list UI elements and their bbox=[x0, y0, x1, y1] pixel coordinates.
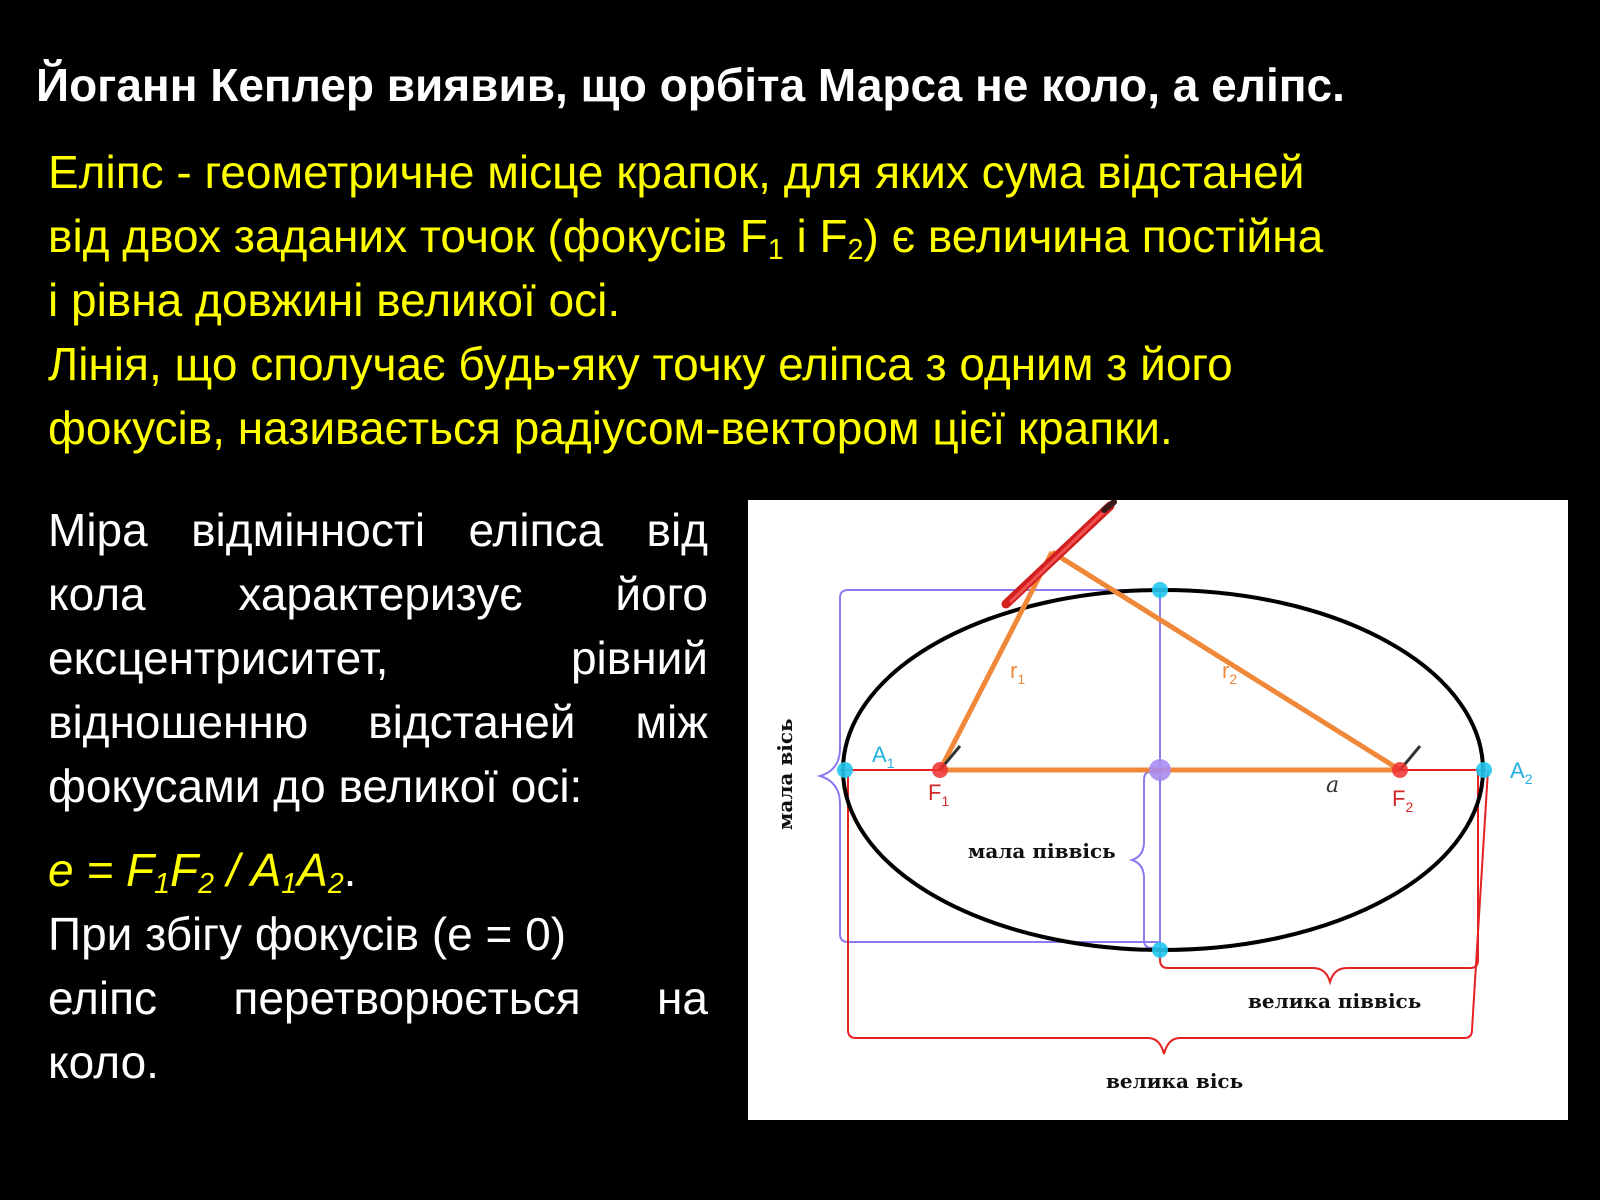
slide-title: Йоганн Кеплер виявив, що орбіта Марса не коло, а еліпс. bbox=[36, 59, 1345, 111]
conclusion-line-1: При збігу фокусів (е = 0) bbox=[48, 908, 567, 960]
eccentricity-line-4: відношенню відстаней між bbox=[48, 696, 708, 748]
label-a1: $A_1$ bbox=[872, 742, 895, 771]
definition-line-1: Еліпс - геометричне місце крапок, для яких сума відстаней bbox=[48, 146, 1305, 198]
ellipse-diagram bbox=[748, 500, 1568, 1120]
label-semimajor-a: a bbox=[1326, 773, 1340, 798]
conclusion-line-3: коло. bbox=[48, 1036, 159, 1088]
eccentricity-line-1: Міра відмінності еліпса від bbox=[48, 504, 708, 556]
label-minor-semiaxis: мала піввісь bbox=[968, 839, 1116, 863]
eccentricity-line-3: ексцентриситет, рівний bbox=[48, 632, 708, 684]
definition-line-3: і рівна довжині великої осі. bbox=[48, 274, 621, 326]
label-f1: $F_1$ bbox=[928, 780, 950, 809]
minor-axis-bracket bbox=[820, 590, 1160, 942]
ellipse-definition bbox=[48, 140, 1578, 460]
radius-vector-r1 bbox=[940, 552, 1052, 770]
eccentricity-formula: $e = F_1F_2 / A_1A_2$. bbox=[48, 844, 357, 901]
point-f2 bbox=[1392, 762, 1408, 778]
label-minor-axis: мала вісь bbox=[773, 718, 797, 830]
label-f2: $F_2$ bbox=[1392, 786, 1414, 815]
definition-line-4: Лінія, що сполучає будь-яку точку еліпса з одним з його bbox=[48, 338, 1233, 390]
conclusion-line-2: еліпс перетворюється на bbox=[48, 972, 708, 1024]
ellipse-diagram-svg bbox=[748, 500, 1568, 1120]
minor-semiaxis-bracket bbox=[1132, 772, 1160, 948]
pencil-icon bbox=[1006, 502, 1114, 604]
definition-line-5: фокусів, називається радіусом-вектором цієї крапки. bbox=[48, 402, 1173, 454]
label-a2: $A_2$ bbox=[1510, 758, 1533, 787]
label-major-semiaxis: велика піввісь bbox=[1248, 989, 1422, 1013]
point-center bbox=[1149, 759, 1171, 781]
eccentricity-text bbox=[48, 498, 708, 1094]
label-r2: $r_2$ bbox=[1222, 658, 1238, 687]
label-r1: $r_1$ bbox=[1010, 658, 1026, 687]
point-a2 bbox=[1476, 762, 1492, 778]
point-a1 bbox=[837, 762, 853, 778]
point-bottom bbox=[1152, 942, 1168, 958]
point-f1 bbox=[932, 762, 948, 778]
point-top bbox=[1152, 582, 1168, 598]
label-major-axis: велика вісь bbox=[1106, 1069, 1244, 1093]
eccentricity-line-5: фокусами до великої осі: bbox=[48, 760, 583, 812]
definition-line-2: від двох заданих точок (фокусів $F_1$ і $F_2$) є величина постійна bbox=[48, 210, 1324, 267]
eccentricity-line-2: кола характеризує його bbox=[48, 568, 708, 620]
